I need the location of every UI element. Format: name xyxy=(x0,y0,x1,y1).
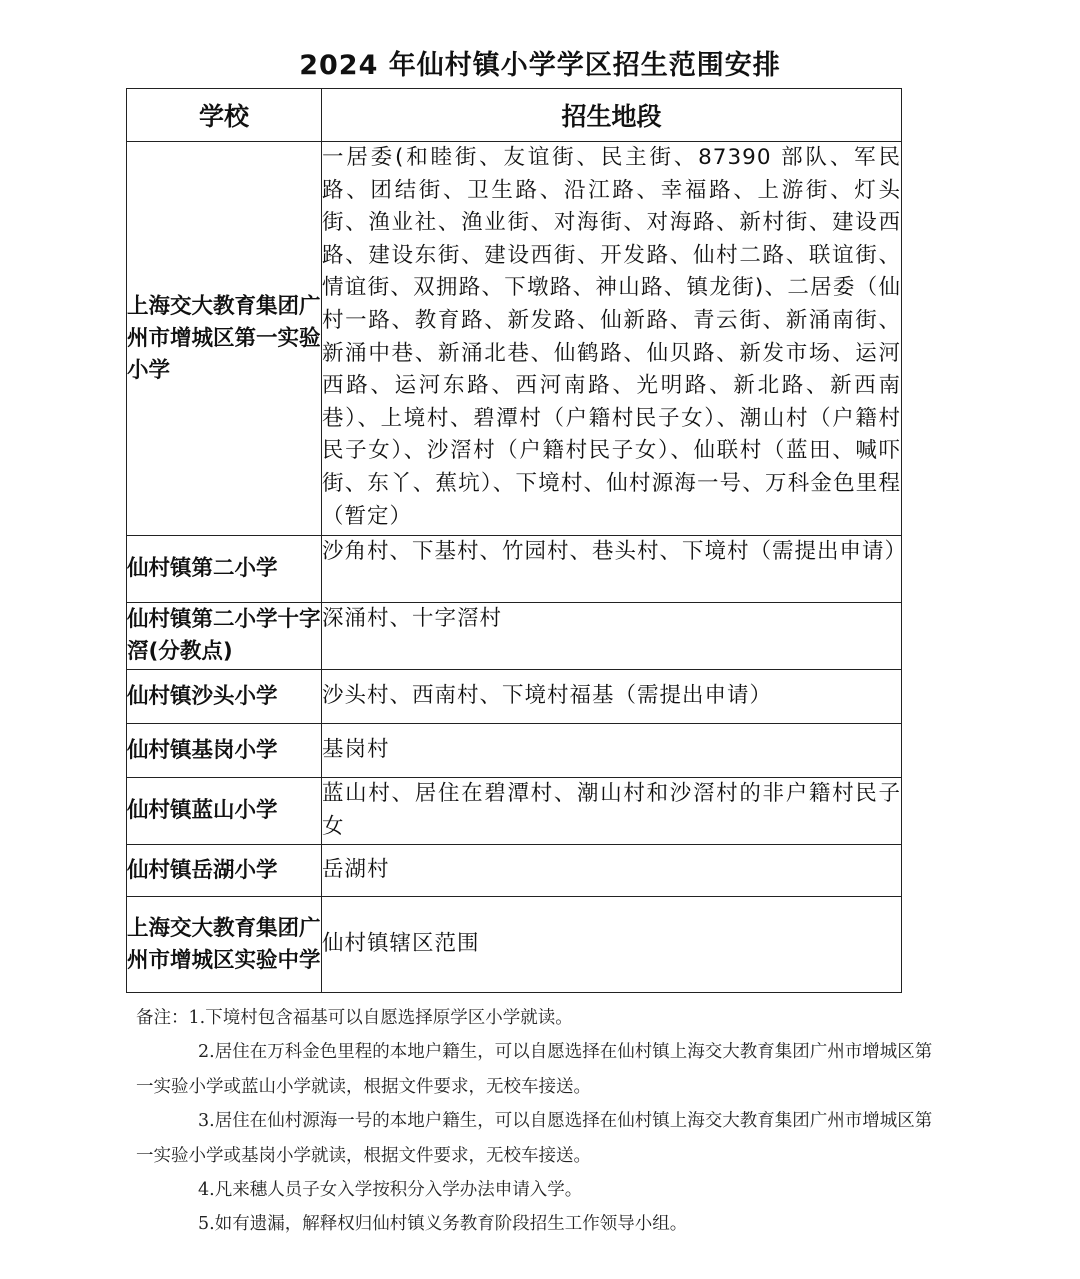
school-name: 仙村镇沙头小学 xyxy=(127,670,322,724)
enrollment-area: 沙头村、西南村、下境村福基（需提出申请） xyxy=(322,670,902,724)
school-name: 仙村镇第二小学 xyxy=(127,536,322,603)
enrollment-area: 沙角村、下基村、竹园村、巷头村、下境村（需提出申请） xyxy=(322,536,902,603)
header-school: 学校 xyxy=(127,89,322,142)
enrollment-area: 岳湖村 xyxy=(322,845,902,897)
enrollment-area: 仙村镇辖区范围 xyxy=(322,897,902,993)
table-row xyxy=(127,897,902,993)
school-name: 上海交大教育集团广州市增城区实验中学 xyxy=(127,897,322,993)
note-1: 备注：1.下境村包含福基可以自愿选择原学区小学就读。 xyxy=(136,1008,573,1028)
table-row xyxy=(127,536,902,603)
enrollment-area: 一居委(和睦街、友谊街、民主街、87390 部队、军民路、团结街、卫生路、沿江路、幸福路、上游街、灯头街、渔业社、渔业街、对海街、对海路、新村街、建设西路、建设东街、建设西街、开发路、仙村二路、联谊街、情谊街、双拥路、下墩路、神山路、镇龙街)、二居委（仙村一路、教育路、新发路、仙新路、青云街、新涌南街、新涌中巷、新涌北巷、仙鹤路、仙贝路、新发市场、运河西路、运河东路、西河南路、光明路、新北路、新西南巷）、上境村、碧潭村（户籍村民子女）、潮山村（户籍村民子女）、沙滘村（户籍村民子女）、仙联村（蓝田、喊吓街、东丫、蕉坑）、下境村、仙村源海一号、万科金色里程（暂定） xyxy=(322,142,902,536)
enrollment-area: 基岗村 xyxy=(322,724,902,778)
note-3: 3.居住在仙村源海一号的本地户籍生，可以自愿选择在仙村镇上海交大教育集团广州市增城区第一实验小学或基岗小学就读，根据文件要求，无校车接送。 xyxy=(136,1111,933,1166)
enrollment-area: 深涌村、十字滘村 xyxy=(322,603,902,670)
school-name: 仙村镇蓝山小学 xyxy=(127,778,322,845)
note-2: 2.居住在万科金色里程的本地户籍生，可以自愿选择在仙村镇上海交大教育集团广州市增城区第一实验小学或蓝山小学就读，根据文件要求，无校车接送。 xyxy=(136,1042,933,1097)
school-name: 上海交大教育集团广州市增城区第一实验小学 xyxy=(127,142,322,536)
table-header-row xyxy=(127,89,902,142)
school-name: 仙村镇第二小学十字滘(分教点) xyxy=(127,603,322,670)
enrollment-area: 蓝山村、居住在碧潭村、潮山村和沙滘村的非户籍村民子女 xyxy=(322,778,902,845)
table-row xyxy=(127,778,902,845)
note-5: 5.如有遗漏，解释权归仙村镇义务教育阶段招生工作领导小组。 xyxy=(198,1214,688,1235)
table-row xyxy=(127,670,902,724)
school-name: 仙村镇基岗小学 xyxy=(127,724,322,778)
notes-section xyxy=(136,1001,936,1242)
table-row xyxy=(127,603,902,670)
school-name: 仙村镇岳湖小学 xyxy=(127,845,322,897)
document-title: 2024 年仙村镇小学学区招生范围安排 xyxy=(299,50,781,81)
header-area: 招生地段 xyxy=(322,89,902,142)
table-row xyxy=(127,142,902,536)
table-row xyxy=(127,845,902,897)
enrollment-table xyxy=(126,88,908,993)
note-4: 4.凡来穗人员子女入学按积分入学办法申请入学。 xyxy=(198,1180,583,1201)
table-row xyxy=(127,724,902,778)
